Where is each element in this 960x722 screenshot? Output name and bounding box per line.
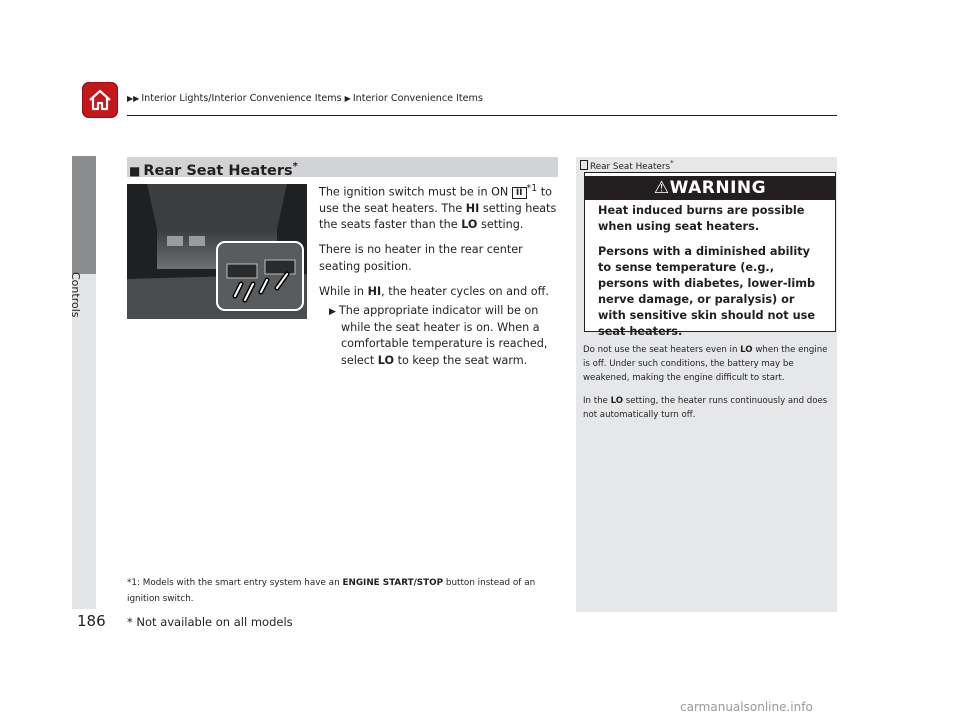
availability-note: * Not available on all models — [127, 615, 293, 629]
section-heading — [127, 157, 558, 177]
side-notes-title: Rear Seat Heaters* — [580, 158, 674, 172]
warning-header: ⚠WARNING — [585, 176, 835, 200]
watermark: carmanualsonline.info — [680, 700, 813, 714]
footnote-ref: *1 — [526, 183, 538, 194]
warning-box — [584, 172, 836, 338]
chapter-label[interactable]: Controls — [69, 272, 82, 318]
chapter-tab-strip — [72, 274, 96, 609]
chapter-tab-marker — [72, 156, 96, 274]
rear-seat-heater-photo — [127, 184, 307, 319]
header-rule — [127, 115, 837, 116]
square-bullet-icon: ■ — [129, 163, 141, 178]
warning-triangle-icon: ⚠ — [653, 178, 670, 198]
page-number: 186 — [77, 612, 106, 630]
arrow-bullet-icon: ▶ — [329, 306, 336, 317]
breadcrumb — [127, 93, 483, 104]
breadcrumb-link-2[interactable]: Interior Convenience Items — [352, 93, 483, 104]
paragraph-center-seat: There is no heater in the rear center seating position. — [319, 243, 523, 273]
availability-asterisk: * — [292, 161, 298, 172]
ignition-key-icon: II — [512, 187, 527, 199]
side-notes-text: Do not use the seat heaters even in LO when the engine is off. Under such conditions, the battery may be weakened, making the engine difficult to start. In the LO setting, the heater runs continuously and does not automatically turn off. — [583, 345, 828, 420]
home-button[interactable] — [82, 82, 118, 118]
breadcrumb-link-1[interactable]: Interior Lights/Interior Convenience Items — [141, 93, 342, 104]
warning-text: Heat induced burns are possible when using seat heaters. Persons with a diminished ability to sense temperature (e.g., persons with diabetes, lower-limb nerve damage, or paralysis) or with sensitive skin should not use seat heaters. — [598, 204, 816, 338]
bookmark-icon — [580, 160, 588, 170]
section-title: Rear Seat Heaters — [143, 162, 293, 179]
breadcrumb-arrow-icon: ▶ — [344, 94, 351, 103]
breadcrumb-arrow-icon: ▶▶ — [127, 94, 140, 103]
paragraph-ignition: The ignition switch must be in ON II $^{*1}$ to use the seat heaters. The HI setting heats the seats faster than the LO setting. — [319, 183, 557, 232]
home-icon — [86, 86, 114, 114]
footnote: *1: Models with the smart entry system have an ENGINE START/STOP button instead of an ignition switch. — [127, 578, 536, 604]
instruction-text — [319, 181, 559, 378]
paragraph-indicator: ▶ The appropriate indicator will be on while the seat heater is on. When a comfortable temperature is reached, select LO to keep the seat warm. — [329, 303, 548, 367]
paragraph-cycle: While in HI, the heater cycles on and off. — [319, 284, 549, 298]
